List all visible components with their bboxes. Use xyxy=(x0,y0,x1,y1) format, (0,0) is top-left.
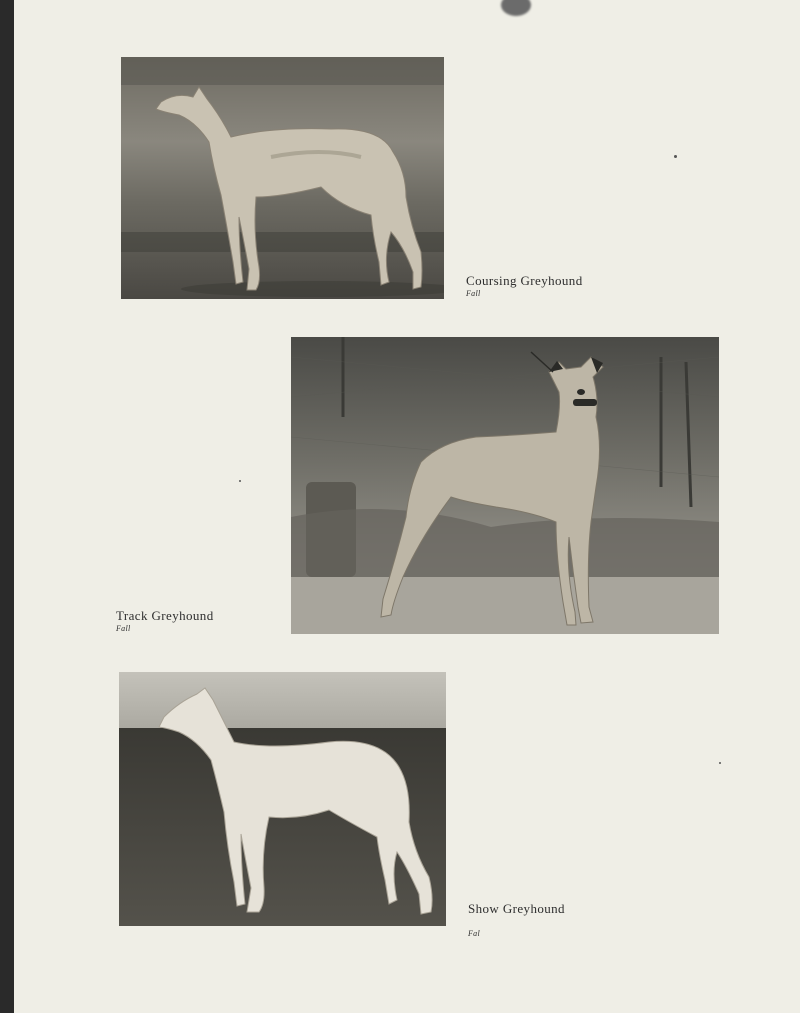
track-greyhound-caption xyxy=(116,609,214,633)
punch-hole-mark xyxy=(501,0,531,16)
coursing-greyhound-photo xyxy=(121,57,444,299)
paper-speck xyxy=(239,480,241,482)
paper-speck xyxy=(719,762,721,764)
show-greyhound-image xyxy=(119,672,446,926)
track-greyhound-photo xyxy=(291,337,719,634)
caption-credit: Fall xyxy=(116,624,131,633)
track-greyhound-image xyxy=(291,337,719,634)
caption-credit: Fall xyxy=(466,289,481,298)
coursing-greyhound-image xyxy=(121,57,444,299)
caption-credit: Fal xyxy=(468,929,481,938)
caption-title: Coursing Greyhound xyxy=(466,273,583,288)
show-greyhound-caption xyxy=(468,902,565,938)
paper-speck xyxy=(674,155,677,158)
caption-title: Track Greyhound xyxy=(116,608,214,623)
caption-title: Show Greyhound xyxy=(468,901,565,916)
coursing-greyhound-caption xyxy=(466,274,583,298)
show-greyhound-photo xyxy=(119,672,446,926)
book-page xyxy=(14,0,800,1013)
